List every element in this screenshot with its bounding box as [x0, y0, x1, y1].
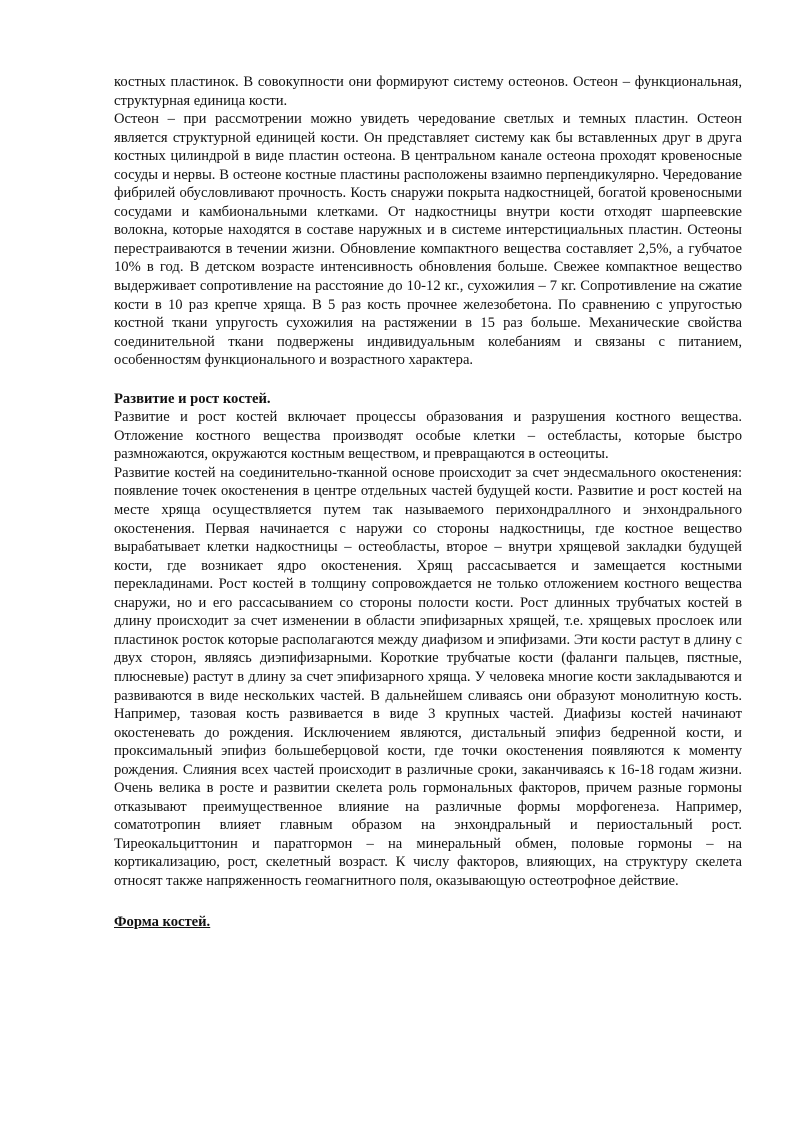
paragraph-bone-development-details: Развитие костей на соединительно-тканной основе происходит за счет эндесмального окостенения: появление точек окостенения в центре отдельных частей будущей кости. Развитие и рост костей на месте хряща осуществляется путем так называемого перихондраллного и энхондрального окостенения. Первая начинается с наружи со стороны надкостницы, где костное вещество вырабатывает клетки надкостницы – остеобласты, второе – внутри хрящевой закладки будущей кости, где возникает ядро окостенения. Хрящ рассасывается и замещается костными перекладинами. Рост костей в толщину сопровождается не только отложением костного вещества снаружи, но и его рассасыванием со стороны полости кости. Рост длинных трубчатых костей в длину происходит за счет изменении в области эпифизарных хрящей, т.е. хрящевых прослоек или пластинок росток которые располагаются между диафизом и эпифизами. Эти кости растут в длину с двух сторон, являясь диэпифизарными. Короткие трубчатые кости (фаланги пальцев, пястные, плюсневые) растут в длину за счет эпифизарного хряща. У человека многие кости закладываются и развиваются в виде нескольких частей. В дальнейшем сливаясь они образуют монолитную кость. Например, тазовая кость развивается в виде 3 крупных частей. Диафизы костей начинают окостеневать до рождения. Исключением являются, дистальный эпифиз бедренной кости, и проксимальный эпифиз большеберцовой кости, где точки окостенения появляются к моменту рождения. Слияния всех частей происходит в различные сроки, заканчиваясь к 16-18 годам жизни. Очень велика в росте и развитии скелета роль гормональных факторов, причем разные гормоны отказывают преимущественное влияние на различные формы морфогенеза. Например, соматотропин влияет главным образом на энхондральный и периостальный рост. Тиреокальциттонин и паратгормон – на минеральный обмен, половые гормоны – на кортикализацию, рост, скелетный возраст. К числу факторов, влияющих, на структуру скелета относят также напряженность геомагнитного поля, оказывающую остеотрофное действие.: [114, 464, 742, 889]
paragraph-osteon-intro: костных пластинок. В совокупности они формируют систему остеонов. Остеон – функциональная, структурная единица кости.: [114, 74, 742, 109]
section-heading-bone-shape: Форма костей.: [114, 913, 211, 930]
spacer: [114, 891, 742, 913]
section-heading-bone-development: Развитие и рост костей.: [114, 390, 271, 407]
paragraph-bone-development-intro: Развитие и рост костей включает процессы образования и разрушения костного вещества. Отложение костного вещества производят особые клетки – остебласты, которые быстро размножаются, окружаются костным веществом, и превращаются в остеоциты.: [114, 409, 742, 463]
spacer: [114, 370, 742, 390]
document-page: [114, 73, 742, 931]
paragraph-osteon-description: Остеон – при рассмотрении можно увидеть чередование светлых и темных пластин. Остеон является структурной единицей кости. Он представляет систему как бы вставленных друг в друга костных цилиндрой в виде пластин остеона. В центральном канале остеона проходят кровеносные сосуды и нервы. В остеоне костные пластины расположены взаимно перпендикулярно. Чередование фибрилей обусловливают прочность. Кость снаружи покрыта надкостницей, богатой кровеносными сосудами и камбиональными клетками. От надкостницы внутри кости отходят шарпеевские волокна, которые находятся в составе наружных и в системе интерстициальных пластин. Остеоны перестраиваются в течении жизни. Обновление компактного вещества составляет 2,5%, а губчатое 10% в год. В детском возрасте интенсивность обновления больше. Свежее компактное вещество выдерживает сопротивление на расстояние до 10-12 кг., сухожилия – 7 кг. Сопротивление на сжатие кости в 10 раз крепче хряща. В 5 раз кость прочнее железобетона. По сравнению с упругостью костной ткани упругость сухожилия на растяжении в 15 раз больше. Механические свойства соединительной ткани подвержены индивидуальным колебаниям и связаны с питанием, особенностям функционального и возрастного характера.: [114, 111, 742, 369]
